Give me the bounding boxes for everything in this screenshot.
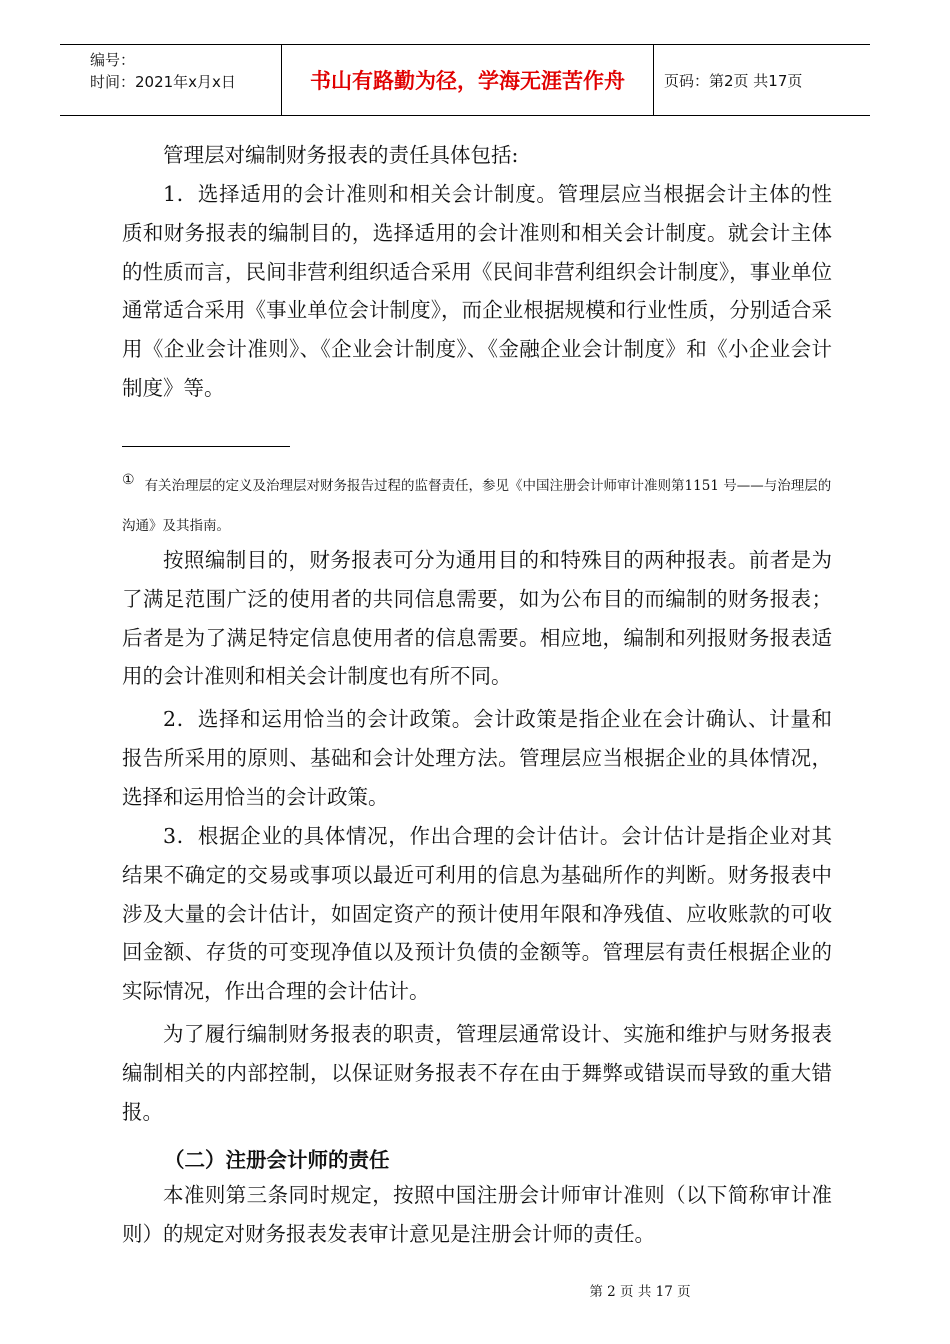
page-header bbox=[60, 44, 870, 116]
footnote-divider bbox=[122, 446, 290, 447]
paragraph-auditor-responsibility: 本准则第三条同时规定，按照中国注册会计师审计准则（以下简称审计准则）的规定对财务报表发表审计意见是注册会计师的责任。 bbox=[122, 1183, 832, 1246]
paragraph-report-types: 按照编制目的，财务报表可分为通用目的和特殊目的两种报表。前者是为了满足范围广泛的使用者的共同信息需要，如为公布目的而编制的财务报表；后者是为了满足特定信息使用者的信息需要。相应地，编制和列报财务报表适用的会计准则和相关会计制度也有所不同。 bbox=[122, 548, 832, 689]
footnote bbox=[122, 466, 834, 546]
document-time-label: 时间：2021年x月x日 bbox=[90, 73, 236, 91]
header-meta bbox=[60, 45, 282, 115]
header-page-info: 页码：第2页 共17页 bbox=[664, 71, 803, 90]
paragraph-item-2: 2．选择和运用恰当的会计政策。会计政策是指企业在会计确认、计量和报告所采用的原则、基础和会计处理方法。管理层应当根据企业的具体情况，选择和运用恰当的会计政策。 bbox=[122, 707, 832, 809]
section-heading: （二）注册会计师的责任 bbox=[164, 1148, 390, 1172]
paragraph-intro: 管理层对编制财务报表的责任具体包括: bbox=[163, 143, 519, 167]
paragraph-item-1: 1．选择适用的会计准则和相关会计制度。管理层应当根据会计主体的性质和财务报表的编制目的，选择适用的会计准则和相关会计制度。就会计主体的性质而言，民间非营利组织适合采用《民间非营利组织会计制度》，事业单位通常适合采用《事业单位会计制度》，而企业根据规模和行业性质，分别适合采用《企业会计准则》、《企业会计制度》、《金融企业会计制度》和《小企业会计制度》等。 bbox=[122, 182, 832, 400]
header-motto: 书山有路勤为径，学海无涯苦作舟 bbox=[282, 45, 654, 115]
footnote-text: 有关治理层的定义及治理层对财务报告过程的监督责任，参见《中国注册会计师审计准则第1151 号——与治理层的沟通》及其指南。 bbox=[122, 478, 832, 534]
paragraph-internal-control: 为了履行编制财务报表的职责，管理层通常设计、实施和维护与财务报表编制相关的内部控制，以保证财务报表不存在由于舞弊或错误而导致的重大错报。 bbox=[122, 1022, 832, 1124]
footnote-marker: ① bbox=[122, 472, 135, 488]
page-footer: 第 2 页 共 17 页 bbox=[589, 1284, 691, 1300]
document-number-label: 编号： bbox=[90, 51, 136, 69]
paragraph-item-3: 3．根据企业的具体情况，作出合理的会计估计。会计估计是指企业对其结果不确定的交易或事项以最近可利用的信息为基础所作的判断。财务报表中涉及大量的会计估计，如固定资产的预计使用年限和净残值、应收账款的可收回金额、存货的可变现净值以及预计负债的金额等。管理层有责任根据企业的实际情况，作出合理的会计估计。 bbox=[122, 824, 832, 1004]
